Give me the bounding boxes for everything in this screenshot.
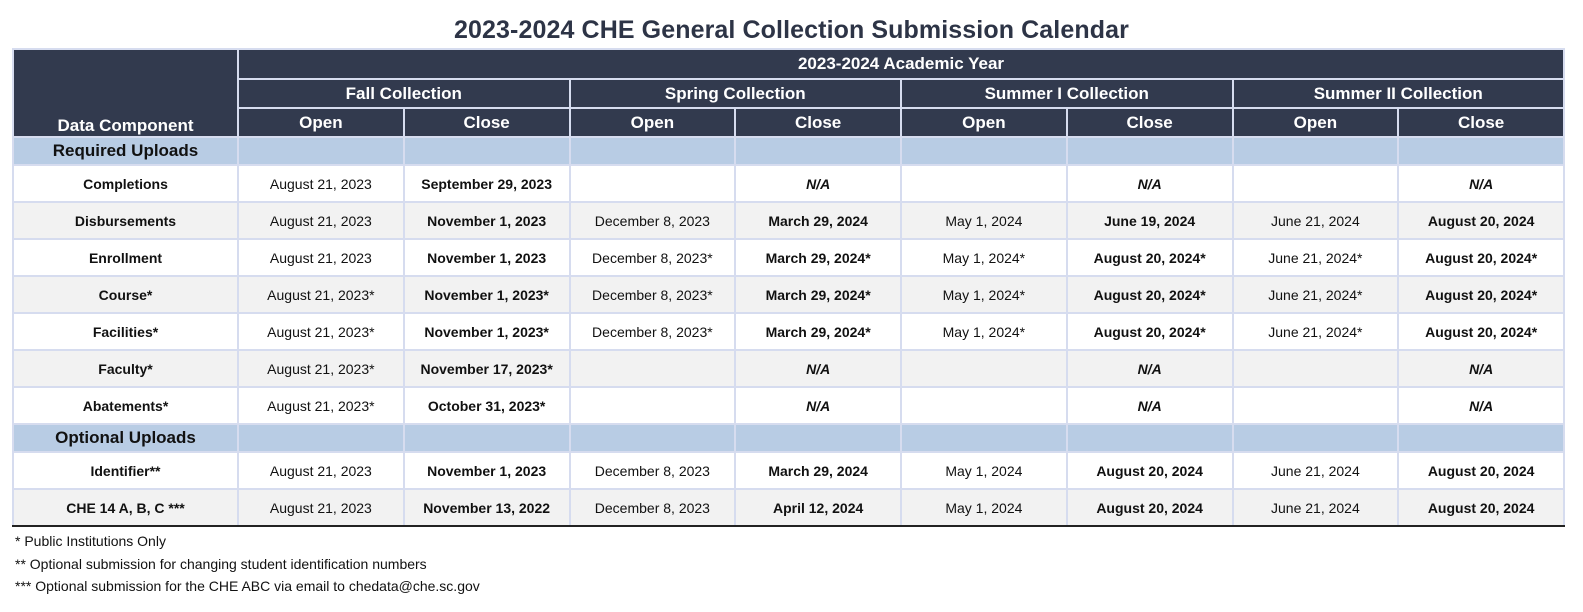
summer-ii-close-date-cell: August 20, 2024* <box>1398 313 1564 350</box>
spring-open-date-cell <box>570 387 736 424</box>
academic-year-header: 2023-2024 Academic Year <box>238 49 1564 79</box>
section-filler-cell <box>1067 424 1233 452</box>
table-row <box>13 452 1564 489</box>
summer-i-open-date-cell: May 1, 2024* <box>901 276 1067 313</box>
table-row <box>13 313 1564 350</box>
fall-open-header: Open <box>238 108 404 137</box>
fall-open-date-cell: August 21, 2023 <box>238 239 404 276</box>
summer-i-close-date-cell: August 20, 2024* <box>1067 313 1233 350</box>
spring-open-date-cell <box>570 165 736 202</box>
footnote: ** Optional submission for changing student identification numbers <box>15 555 427 572</box>
fall-close-date-cell: November 1, 2023 <box>404 202 570 239</box>
summer-i-open-date-cell: May 1, 2024* <box>901 313 1067 350</box>
spring-open-date-cell <box>570 350 736 387</box>
section-filler-cell <box>1398 137 1564 165</box>
required-uploads-section-label: Required Uploads <box>13 137 238 165</box>
summer-ii-close-date-cell: August 20, 2024 <box>1398 452 1564 489</box>
spring-open-header: Open <box>570 108 736 137</box>
section-filler-cell <box>570 424 736 452</box>
spring-close-date-cell: April 12, 2024 <box>735 489 901 526</box>
summer-ii-open-date-cell <box>1233 350 1399 387</box>
table-row <box>13 239 1564 276</box>
summer-ii-open-date-cell: June 21, 2024 <box>1233 452 1399 489</box>
summer-ii-close-date-cell: N/A <box>1398 350 1564 387</box>
footnote: *** Optional submission for the CHE ABC via email to chedata@che.sc.gov <box>15 578 480 594</box>
fall-open-date-cell: August 21, 2023* <box>238 387 404 424</box>
fall-close-date-cell: November 17, 2023* <box>404 350 570 387</box>
spring-close-date-cell: March 29, 2024* <box>735 239 901 276</box>
spring-open-date-cell: December 8, 2023* <box>570 276 736 313</box>
summer-i-close-date-cell: June 19, 2024 <box>1067 202 1233 239</box>
summer-ii-close-date-cell: N/A <box>1398 387 1564 424</box>
spring-open-date-cell: December 8, 2023* <box>570 313 736 350</box>
component-name-cell: Facilities* <box>13 313 238 350</box>
table-row <box>13 489 1564 526</box>
spring-close-date-cell: N/A <box>735 350 901 387</box>
summer-ii-close-date-cell: August 20, 2024 <box>1398 489 1564 526</box>
section-filler-cell <box>1398 424 1564 452</box>
component-name-cell: Disbursements <box>13 202 238 239</box>
summer-i-open-date-cell <box>901 387 1067 424</box>
spring-close-date-cell: March 29, 2024 <box>735 202 901 239</box>
summer-i-close-date-cell: August 20, 2024* <box>1067 276 1233 313</box>
summer-i-open-date-cell <box>901 350 1067 387</box>
summer-ii-close-date-cell: N/A <box>1398 165 1564 202</box>
fall-close-date-cell: October 31, 2023* <box>404 387 570 424</box>
table-row <box>13 276 1564 313</box>
fall-open-date-cell: August 21, 2023 <box>238 202 404 239</box>
component-name-cell: Faculty* <box>13 350 238 387</box>
table-row <box>13 387 1564 424</box>
component-name-cell: Completions <box>13 165 238 202</box>
fall-open-date-cell: August 21, 2023 <box>238 165 404 202</box>
summer-ii-open-header: Open <box>1233 108 1399 137</box>
spring-open-date-cell: December 8, 2023 <box>570 202 736 239</box>
table-header <box>13 49 1564 137</box>
summer-ii-open-date-cell: June 21, 2024* <box>1233 276 1399 313</box>
summer-i-collection-header: Summer I Collection <box>901 79 1233 108</box>
summer-i-close-date-cell: N/A <box>1067 165 1233 202</box>
section-filler-cell <box>570 137 736 165</box>
summer-i-open-header: Open <box>901 108 1067 137</box>
summer-ii-open-date-cell <box>1233 387 1399 424</box>
section-filler-cell <box>404 137 570 165</box>
spring-open-date-cell: December 8, 2023 <box>570 489 736 526</box>
summer-i-open-date-cell: May 1, 2024 <box>901 489 1067 526</box>
summer-ii-collection-header: Summer II Collection <box>1233 79 1565 108</box>
section-filler-cell <box>735 424 901 452</box>
table-row <box>13 165 1564 202</box>
fall-open-date-cell: August 21, 2023 <box>238 489 404 526</box>
fall-open-date-cell: August 21, 2023 <box>238 452 404 489</box>
spring-close-date-cell: March 29, 2024* <box>735 276 901 313</box>
optional-uploads-section-row <box>13 424 1564 452</box>
section-filler-cell <box>238 424 404 452</box>
summer-ii-close-header: Close <box>1398 108 1564 137</box>
section-filler-cell <box>901 424 1067 452</box>
spring-collection-header: Spring Collection <box>570 79 902 108</box>
fall-close-date-cell: November 1, 2023 <box>404 239 570 276</box>
section-filler-cell <box>901 137 1067 165</box>
summer-i-open-date-cell: May 1, 2024 <box>901 452 1067 489</box>
spring-close-date-cell: N/A <box>735 387 901 424</box>
section-filler-cell <box>238 137 404 165</box>
required-uploads-section-row <box>13 137 1564 165</box>
component-name-cell: Enrollment <box>13 239 238 276</box>
footnotes <box>15 530 480 598</box>
summer-ii-open-date-cell <box>1233 165 1399 202</box>
component-name-cell: Identifier** <box>13 452 238 489</box>
spring-open-date-cell: December 8, 2023* <box>570 239 736 276</box>
table-row <box>13 350 1564 387</box>
page-title: 2023-2024 CHE General Collection Submission Calendar <box>454 16 1129 44</box>
section-filler-cell <box>735 137 901 165</box>
table-body <box>13 137 1564 526</box>
fall-close-date-cell: November 13, 2022 <box>404 489 570 526</box>
summer-i-open-date-cell <box>901 165 1067 202</box>
summer-ii-open-date-cell: June 21, 2024* <box>1233 313 1399 350</box>
summer-ii-close-date-cell: August 20, 2024* <box>1398 276 1564 313</box>
section-filler-cell <box>1067 137 1233 165</box>
fall-collection-header: Fall Collection <box>238 79 570 108</box>
summer-ii-close-date-cell: August 20, 2024 <box>1398 202 1564 239</box>
summer-i-close-date-cell: August 20, 2024 <box>1067 489 1233 526</box>
fall-open-date-cell: August 21, 2023* <box>238 276 404 313</box>
summer-ii-open-date-cell: June 21, 2024 <box>1233 489 1399 526</box>
component-name-cell: Abatements* <box>13 387 238 424</box>
summer-i-open-date-cell: May 1, 2024* <box>901 239 1067 276</box>
fall-close-date-cell: November 1, 2023* <box>404 276 570 313</box>
data-component-header: Data Component <box>13 49 238 137</box>
fall-open-date-cell: August 21, 2023* <box>238 313 404 350</box>
summer-ii-open-date-cell: June 21, 2024 <box>1233 202 1399 239</box>
table-row <box>13 202 1564 239</box>
summer-i-close-header: Close <box>1067 108 1233 137</box>
footnote: * Public Institutions Only <box>15 533 166 549</box>
fall-close-date-cell: November 1, 2023 <box>404 452 570 489</box>
component-name-cell: CHE 14 A, B, C *** <box>13 489 238 526</box>
summer-i-close-date-cell: August 20, 2024 <box>1067 452 1233 489</box>
spring-close-date-cell: N/A <box>735 165 901 202</box>
section-filler-cell <box>404 424 570 452</box>
fall-close-date-cell: November 1, 2023* <box>404 313 570 350</box>
summer-ii-open-date-cell: June 21, 2024* <box>1233 239 1399 276</box>
spring-close-header: Close <box>735 108 901 137</box>
submission-calendar-table <box>12 48 1565 527</box>
summer-ii-close-date-cell: August 20, 2024* <box>1398 239 1564 276</box>
fall-close-header: Close <box>404 108 570 137</box>
spring-open-date-cell: December 8, 2023 <box>570 452 736 489</box>
component-name-cell: Course* <box>13 276 238 313</box>
spring-close-date-cell: March 29, 2024 <box>735 452 901 489</box>
fall-close-date-cell: September 29, 2023 <box>404 165 570 202</box>
spring-close-date-cell: March 29, 2024* <box>735 313 901 350</box>
optional-uploads-section-label: Optional Uploads <box>13 424 238 452</box>
section-filler-cell <box>1233 424 1399 452</box>
summer-i-close-date-cell: N/A <box>1067 350 1233 387</box>
fall-open-date-cell: August 21, 2023* <box>238 350 404 387</box>
summer-i-close-date-cell: August 20, 2024* <box>1067 239 1233 276</box>
summer-i-open-date-cell: May 1, 2024 <box>901 202 1067 239</box>
summer-i-close-date-cell: N/A <box>1067 387 1233 424</box>
section-filler-cell <box>1233 137 1399 165</box>
